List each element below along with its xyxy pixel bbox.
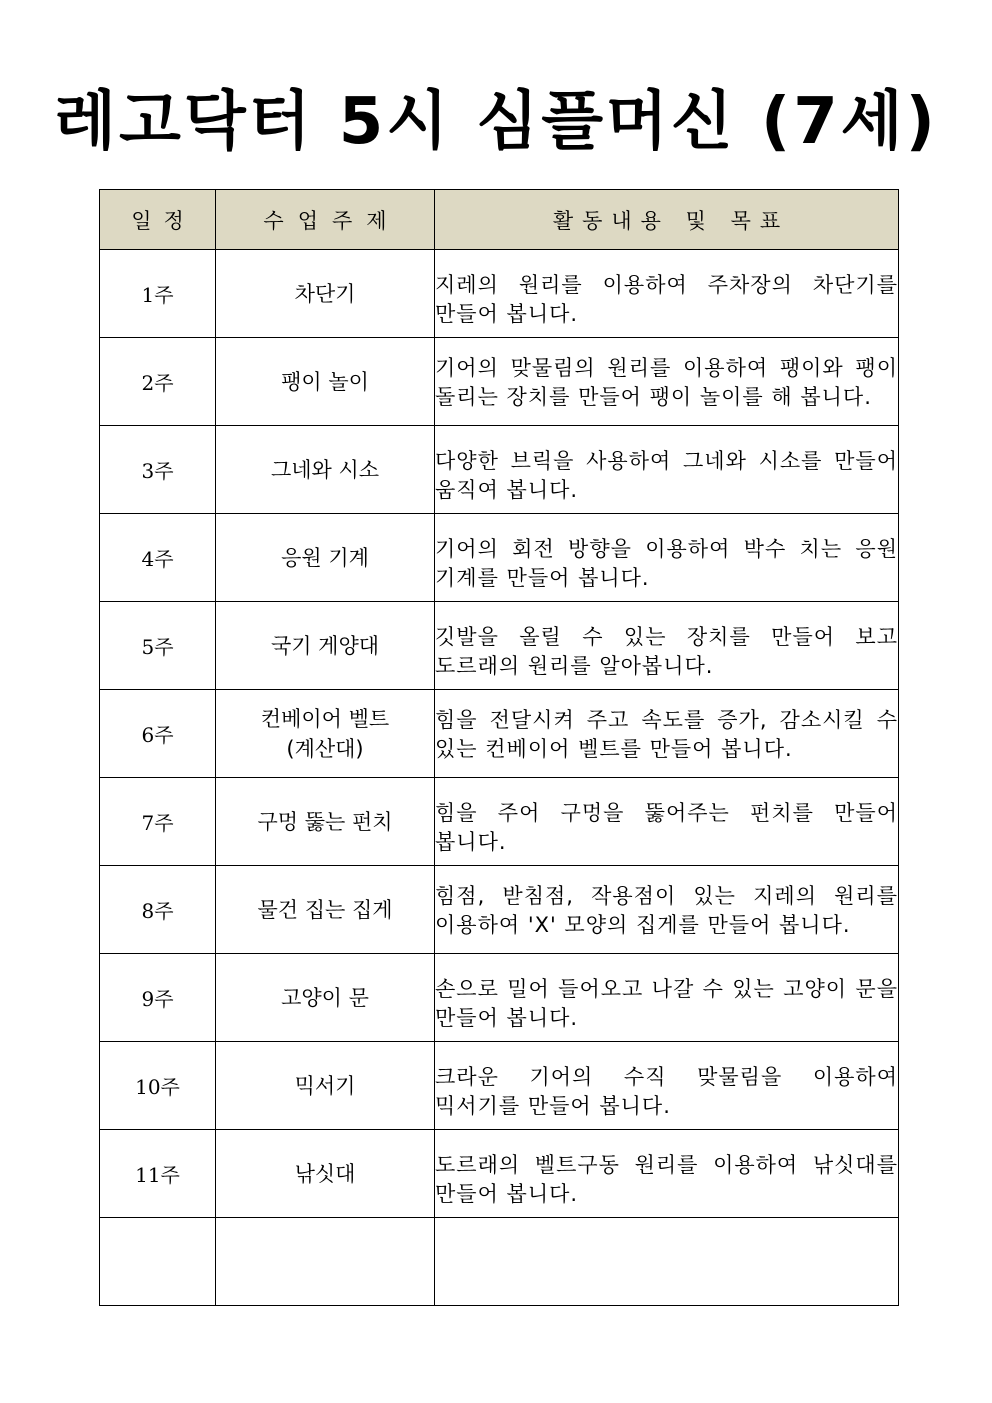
table-row: [100, 1130, 899, 1218]
topic-cell: 컨베이어 벨트 (계산대): [216, 690, 435, 778]
week-cell: 6주: [100, 690, 216, 778]
description-cell: [435, 778, 899, 866]
table-row-empty: [100, 1218, 899, 1306]
table-row: [100, 690, 899, 778]
table-row: [100, 338, 899, 426]
table-row: [100, 602, 899, 690]
description-cell: [435, 866, 899, 954]
topic-cell: 응원 기계: [216, 514, 435, 602]
description-cell: [435, 250, 899, 338]
table-row: [100, 250, 899, 338]
description-text: 도르래의 벨트구동 원리를 이용하여 낚싯대를 만들어 봅니다.: [435, 1153, 898, 1206]
topic-cell: 고양이 문: [216, 954, 435, 1042]
topic-cell: 물건 집는 집게: [216, 866, 435, 954]
week-cell: 4주: [100, 514, 216, 602]
week-cell: 9주: [100, 954, 216, 1042]
table-row: [100, 778, 899, 866]
description-text: 힘을 주어 구멍을 뚫어주는 펀치를 만들어 봅니다.: [435, 801, 898, 854]
table-row: [100, 954, 899, 1042]
description-cell: [435, 426, 899, 514]
description-text: 힘을 전달시켜 주고 속도를 증가, 감소시킬 수 있는 컨베이어 벨트를 만들어 봅니다.: [435, 707, 898, 761]
description-text: 기어의 회전 방향을 이용하여 박수 치는 응원 기계를 만들어 봅니다.: [435, 537, 898, 590]
description-text: 기어의 맞물림의 원리를 이용하여 팽이와 팽이 돌리는 장치를 만들어 팽이 놀이를 해 봅니다.: [435, 355, 898, 409]
week-cell: 10주: [100, 1042, 216, 1130]
table-header-row: [100, 190, 899, 250]
topic-cell: 그네와 시소: [216, 426, 435, 514]
table-row: [100, 514, 899, 602]
description-cell: [435, 1130, 899, 1218]
description-cell: [435, 338, 899, 426]
description-cell: [435, 514, 899, 602]
description-text: 힘점, 받침점, 작용점이 있는 지레의 원리를 이용하여 'X' 모양의 집게를 만들어 봅니다.: [435, 883, 898, 937]
description-cell: [435, 1042, 899, 1130]
week-cell: 5주: [100, 602, 216, 690]
header-week: 일정: [100, 190, 216, 250]
description-text: [435, 1255, 898, 1268]
table-row: [100, 426, 899, 514]
topic-cell: 차단기: [216, 250, 435, 338]
description-text: 지레의 원리를 이용하여 주차장의 차단기를 만들어 봅니다.: [435, 273, 898, 326]
week-cell: 11주: [100, 1130, 216, 1218]
topic-cell: 국기 게양대: [216, 602, 435, 690]
schedule-table: [99, 189, 899, 1306]
description-text: 손으로 밀어 들어오고 나갈 수 있는 고양이 문을 만들어 봅니다.: [435, 977, 898, 1030]
week-cell: 8주: [100, 866, 216, 954]
description-text: 크라운 기어의 수직 맞물림을 이용하여 믹서기를 만들어 봅니다.: [435, 1065, 898, 1118]
table-row: [100, 866, 899, 954]
description-cell: [435, 1218, 899, 1306]
topic-cell: 믹서기: [216, 1042, 435, 1130]
topic-cell: 팽이 놀이: [216, 338, 435, 426]
week-cell: 2주: [100, 338, 216, 426]
topic-cell: 구멍 뚫는 펀치: [216, 778, 435, 866]
table-row: [100, 1042, 899, 1130]
description-text: 깃발을 올릴 수 있는 장치를 만들어 보고 도르래의 원리를 알아봅니다.: [435, 625, 898, 678]
header-description: 활동내용 및 목표: [435, 190, 899, 250]
week-cell: 7주: [100, 778, 216, 866]
header-topic: 수업주제: [216, 190, 435, 250]
topic-cell: [216, 1218, 435, 1306]
page-title: 레고닥터 5시 심플머신 (7세): [54, 85, 938, 159]
description-cell: [435, 602, 899, 690]
description-cell: [435, 954, 899, 1042]
week-cell: 3주: [100, 426, 216, 514]
week-cell: [100, 1218, 216, 1306]
topic-cell: 낚싯대: [216, 1130, 435, 1218]
week-cell: 1주: [100, 250, 216, 338]
description-text: 다양한 브릭을 사용하여 그네와 시소를 만들어 움직여 봅니다.: [435, 449, 898, 502]
description-cell: [435, 690, 899, 778]
